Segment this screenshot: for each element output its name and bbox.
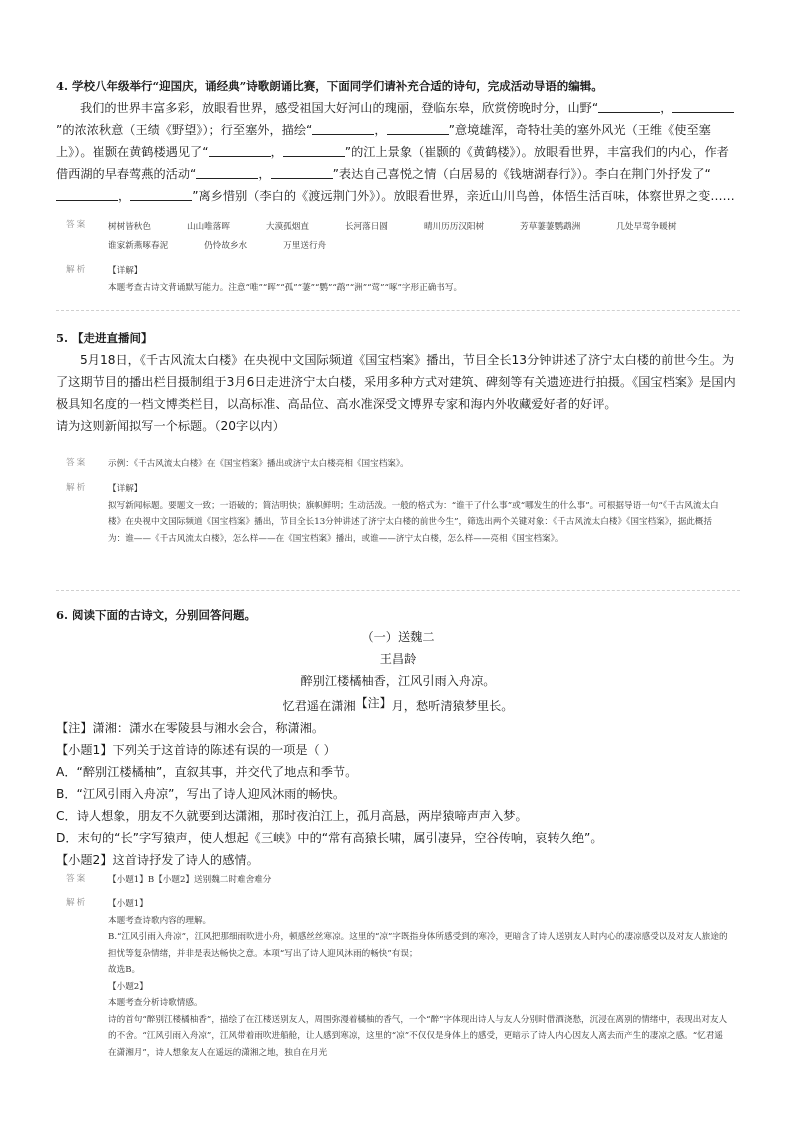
option-a: A．“醉别江楼橘柚”，直叙其事，并交代了地点和季节。 <box>56 765 358 779</box>
question-6-answer <box>66 872 728 889</box>
analysis-paragraph: 诗的首句“醉别江楼橘柚香”，描绘了在江楼送别友人，周围弥漫着橘柚的香气，一个“醉”字体现出诗人与友人分别时借酒浇愁，沉浸在离别的情绪中，表现出对友人的不舍。“江风引雨入舟凉”，江风带着雨吹进船舱，让人感到寒凉，这里的“凉”不仅仅是身体上的感受，更暗示了诗人内心因友人离去而产生的凄凉之感。“忆君遥在潇湘月”，诗人想象友人在遥远的潇湘之地，独自在月光 <box>108 1014 728 1058</box>
answer-item: 谁家新燕啄春泥 <box>108 241 169 251</box>
question-6-analysis <box>66 896 728 1061</box>
analysis-text <box>108 263 728 296</box>
question-6-title: 6. 阅读下面的古诗文，分别回答问题。 <box>56 608 257 622</box>
passage-text: ”的浓浓秋意（王绩《野望》）；行至塞外，描绘“ <box>56 123 313 137</box>
fill-blank <box>312 122 374 135</box>
option-c: C．诗人想象，朋友不久就要到达潇湘，那时夜泊江上，孤月高悬，两岸猿啼声声入梦。 <box>56 809 528 823</box>
question-4-passage <box>56 97 740 207</box>
passage-text: ， <box>660 101 673 115</box>
answer-item: 树树皆秋色 <box>108 222 151 232</box>
poem-note: 【注】潇湘：潇水在零陵县与湘水会合，称潇湘。 <box>56 721 325 735</box>
question-4-analysis <box>66 263 728 296</box>
answer-item: 长河落日圆 <box>344 222 388 232</box>
option-b: B．“江风引雨入舟凉”，写出了诗人迎风沐雨的畅快。 <box>56 787 346 801</box>
sub-question-2: 【小题2】这首诗抒发了诗人的感情。 <box>56 853 259 867</box>
fill-blank <box>672 100 734 113</box>
question-5-title: 5. 【走进直播间】 <box>56 331 153 345</box>
analysis-paragraph: 故选B。 <box>108 965 141 975</box>
fill-blank <box>56 188 118 201</box>
analysis-label: 解析 <box>66 898 88 908</box>
poem-author: 王昌龄 <box>379 652 417 666</box>
passage-text: ”表达自己喜悦之情（白居易的《钱塘湖春行》）。李白在荆门外抒发了“ <box>332 167 711 181</box>
analysis-text <box>108 896 728 1061</box>
fill-blank <box>209 144 271 157</box>
analysis-label: 解析 <box>66 483 88 493</box>
analysis-text <box>108 481 728 547</box>
divider <box>56 310 740 311</box>
passage-text: ”的江上景象（崔颢的《黄鹤楼》）。放眼看世界，丰富我们的内心，作者借西湖的早春莺燕的活动“ <box>56 145 729 181</box>
fill-blank <box>196 166 258 179</box>
answer-item: 大漠孤烟直 <box>265 222 309 232</box>
passage-text: ， <box>118 189 131 203</box>
answer-item: 万里送行舟 <box>283 241 327 251</box>
question-5-analysis <box>66 481 728 547</box>
analysis-paragraph: 本题考查古诗文背诵默写能力。注意“唯”“晖”“孤”“萋”“鹦”“鹉”“洲”“莺”“啄”字形正确书写。 <box>108 282 463 293</box>
divider <box>56 590 740 591</box>
question-5 <box>56 327 740 437</box>
passage-text: ， <box>270 145 283 159</box>
option-d: D．末句的“长”字写猿声，使人想起《三峡》中的“常有高猿长啸，属引凄异，空谷传响，哀转久绝”。 <box>56 831 603 845</box>
passage-text: ， <box>258 167 271 181</box>
analysis-paragraph: 拟写新闻标题。要题文一致；一语破的；简洁明快；旗帜鲜明；生动活泼。一般的格式为：“谁干了什么事”或“哪发生的什么事”。可根据导语一句“《千古风流太白楼》在央视中文国际频道《国宝档案》播出，节目全长13分钟讲述了济宁太白楼的前世今生”，筛选出两个关键对象：《千古风流太白楼》《国宝档案》，据此概括为：谁——《千古风流太白楼》，怎么样——在《国宝档案》播出，或谁——济宁太白楼，怎么样——亮相《国宝档案》。 <box>108 500 719 544</box>
analysis-paragraph: 本题考查诗歌内容的理解。 <box>108 915 212 926</box>
answer-label: 答案 <box>66 874 88 884</box>
question-5-answer <box>66 456 728 473</box>
question-5-passage: 5月18日，《千古风流太白楼》在央视中文国际频道《国宝档案》播出，节目全长13分钟讲述了济宁太白楼的前世今生。为了这期节目的播出栏目摄制组于3月6日走进济宁太白楼，采用多种方式对建筑、碑刻等有关遗迹进行拍摄。《国宝档案》是国内极具知名度的一档文博类栏目，以高标准、高品位、高水准深受文博界专家和海内外收藏爱好者的好评。 <box>56 353 736 411</box>
answer-item: 仍怜故乡水 <box>204 241 248 251</box>
fill-blank <box>283 144 345 157</box>
analysis-heading: 【详解】 <box>108 266 143 276</box>
answer-label: 答案 <box>66 220 88 230</box>
question-5-prompt: 请为这则新闻拟写一个标题。（20字以内） <box>56 419 285 433</box>
question-4 <box>56 75 740 207</box>
passage-text: ”离乡惜别（李白的《渡远荆门外》）。放眼看世界，亲近山川鸟兽，体悟生活百味，体察世界之变…… <box>192 189 735 203</box>
sub-question-1: 【小题1】下列关于这首诗的陈述有误的一项是（ ） <box>56 743 336 757</box>
analysis-paragraph: 本题考查分析诗歌情感。 <box>108 998 203 1008</box>
analysis-heading: 【小题2】 <box>108 981 148 992</box>
note-marker: 【注】 <box>355 696 392 710</box>
analysis-paragraph: B.“江风引雨入舟凉”，江风把那细雨吹进小舟，顿感丝丝寒凉。这里的“凉”字既指身体所感受到的寒冷，更暗含了诗人送别友人时内心的凄凉感受以及对友人旅途的担忧等复杂情绪，并非是表达畅快之意。本项“写出了诗人迎风沐雨的畅快”有误； <box>108 932 728 959</box>
answer-text: 示例：《千古风流太白楼》在《国宝档案》播出或济宁太白楼亮相《国宝档案》。 <box>108 459 409 469</box>
analysis-heading: 【详解】 <box>108 484 143 494</box>
answer-label: 答案 <box>66 458 88 468</box>
answer-item: 山山唯落晖 <box>186 222 230 232</box>
answer-item: 几处早莺争暖树 <box>616 222 677 232</box>
analysis-label: 解析 <box>66 265 88 275</box>
analysis-heading: 【小题1】 <box>108 899 148 909</box>
poem-line-2 <box>56 692 740 717</box>
passage-text: ”意境雄浑，奇特壮美的塞外风光（王维《使至塞上》）。崔颢在黄鹤楼遇见了“ <box>56 123 711 159</box>
answer-list <box>108 218 728 256</box>
fill-blank <box>130 188 192 201</box>
poem-text: 月，愁听清猿梦里长。 <box>391 699 514 713</box>
poem-line-1: 醉别江楼橘柚香，江风引雨入舟凉。 <box>300 674 496 688</box>
poem-text: 忆君遥在潇湘 <box>282 699 356 713</box>
fill-blank <box>387 122 449 135</box>
poem-title: （一）送魏二 <box>361 630 435 644</box>
question-4-title: 4. 学校八年级举行“迎国庆，诵经典”诗歌朗诵比赛，下面同学们请补充合适的诗句，完成活动导语的编辑。 <box>56 79 603 93</box>
fill-blank <box>271 166 333 179</box>
question-6 <box>56 604 740 871</box>
answer-item: 晴川历历汉阳树 <box>423 222 485 232</box>
question-4-answer <box>66 218 728 256</box>
answer-item: 芳草萋萋鹦鹉洲 <box>520 222 581 232</box>
passage-text: 我们的世界丰富多彩，放眼看世界，感受祖国大好河山的瑰丽，登临东皋，欣赏傍晚时分，山野“ <box>80 101 599 115</box>
fill-blank <box>598 100 660 113</box>
answer-text: 【小题1】B【小题2】送别魏二时难舍难分 <box>108 875 272 885</box>
passage-text: ， <box>374 123 387 137</box>
